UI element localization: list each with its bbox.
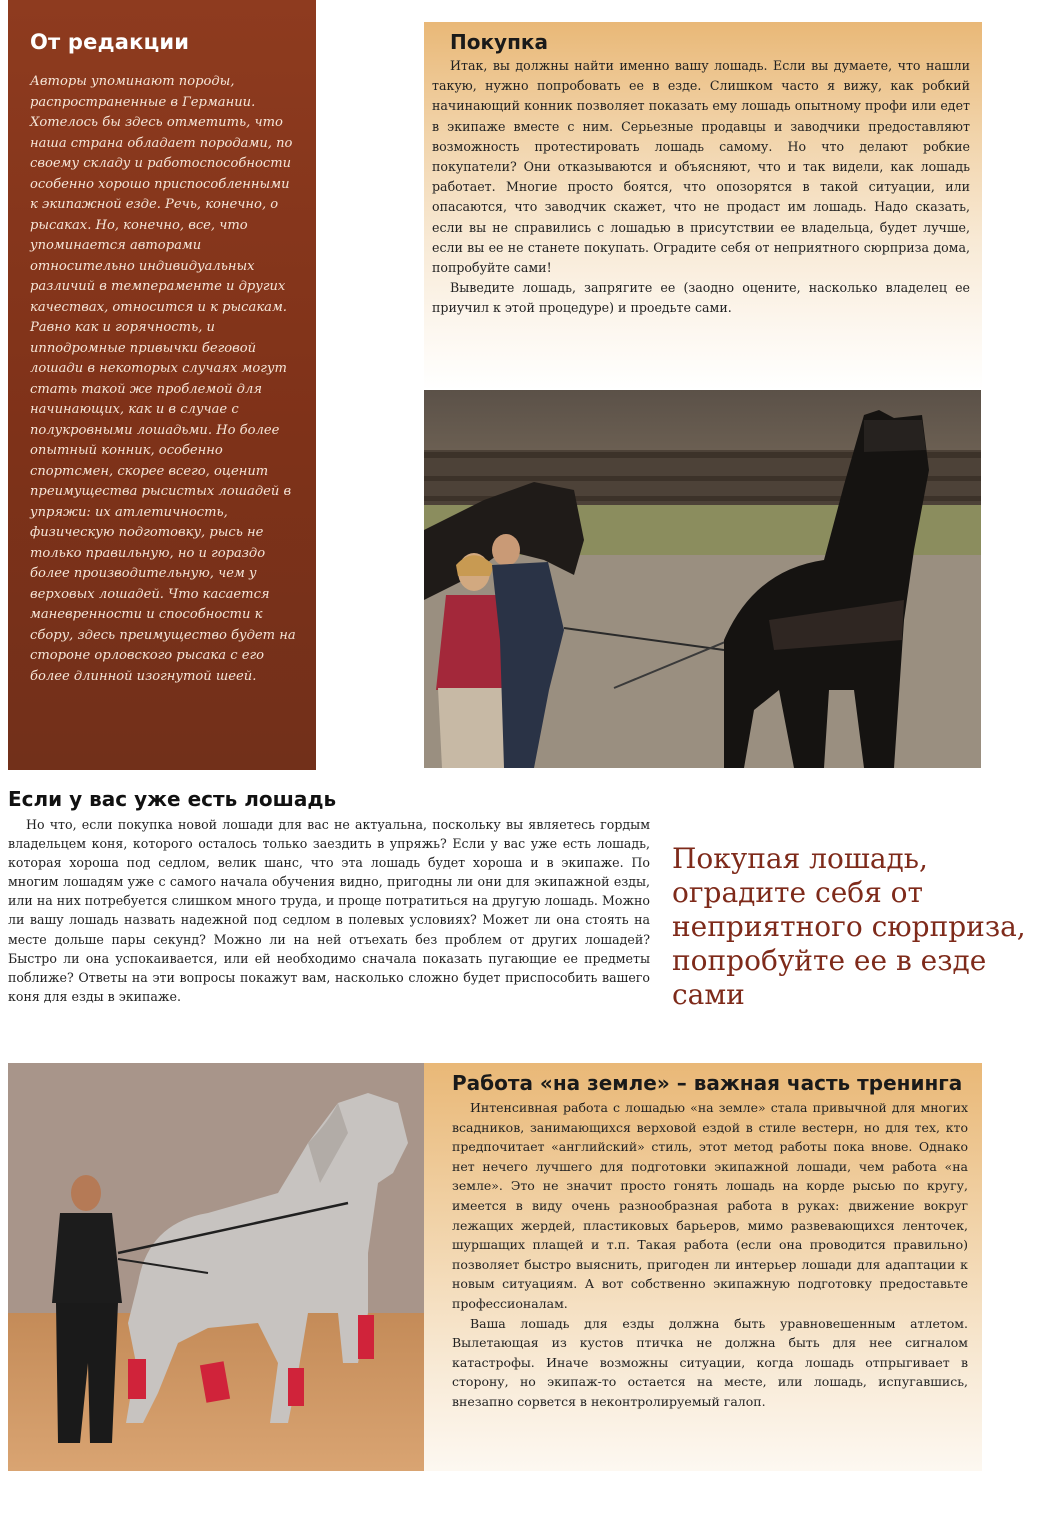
buying-title: Покупка [450, 30, 548, 54]
groundwork-paragraph-1: Интенсивная работа с лошадью «на земле» стала привычной для многих всадников, занимающихся верховой ездой в стиле вестерн, но для тех, кто предпочитает «английский» стиль, этот метод работы пока внове. Однако нет нечего лучшего для подготовки экипажной лошади, чем работа «на земле». Это не значит просто гонять лошадь на корде рысью по кругу, имеется в виду очень разнообразная работа в руках: движение вокруг лежащих жердей, пластиковых барьеров, мимо развевающихся ленточек, шуршащих плащей и т.п. Такая работа (если она проводится правильно) позволяет быстро выяснить, пригоден ли интерьер лошади для адаптации к новым ситуациям. А вот собственно экипажную подготовку предоставьте профессионалам. [452, 1100, 968, 1311]
pull-quote: Покупая лошадь, оградите себя от неприятного сюрприза, попробуйте ее в езде сами [672, 842, 1026, 1011]
photo-horse-testing-image [424, 390, 981, 768]
editorial-title: От редакции [30, 30, 190, 54]
editorial-sidebar [8, 0, 316, 770]
editorial-text: Авторы упоминают породы, распространенные в Германии. Хотелось бы здесь отметить, что наша страна обладает породами, по своему складу и работоспособности особенно хорошо приспособленными к экипажной езде. Речь, конечно, о рысаках. Но, конечно, все, что упоминается авторами относительно индивидуальных различий в темпераменте и других качествах, относится и к рысакам. Равно как и горячность, и ипподромные привычки беговой лошади в некоторых случаях могут стать такой же проблемой для начинающих, как и в случае с полукровными лошадьми. Но более опытный конник, особенно спортсмен, скорее всего, оценит преимущества рысистых лошадей в упряжи: их атлетичность, физическую подготовку, рысь не только правильную, но и гораздо более производительную, чем у верховых лошадей. Что касается маневренности и способности к сбору, здесь преимущество будет на стороне орловского рысака с его более длинной изогнутой шеей. [30, 74, 296, 684]
groundwork-section [424, 1063, 982, 1471]
photo-groundwork [8, 1063, 424, 1471]
groundwork-paragraph-2: Ваша лошадь для езды должна быть уравновешенным атлетом. Вылетающая из кустов птичка не должна быть для нее сигналом катастрофы. Иначе возможны ситуации, когда лошадь отпрыгивает в сторону, но экипаж-то остается на месте, или лошадь, испугавшись, внезапно сорвется в неконтролируемый галоп. [452, 1315, 968, 1409]
groundwork-title: Работа «на земле» – важная часть тренинга [452, 1071, 963, 1095]
photo-horse-testing [424, 390, 981, 768]
buying-paragraph-1: Итак, вы должны найти именно вашу лошадь. Если вы думаете, что нашли такую, нужно попробовать ее в езде. Слишком часто я вижу, как робкий начинающий конник позволяет показать ему лошадь опытному профи или едет в экипаже вместе с ним. Серьезные продавцы и заводчики предоставляют возможность протестировать лошадь самому. Но что делают робкие покупатели? Они отказываются и объясняют, что и так видели, как лошадь работает. Многие просто боятся, что опозорятся в такой ситуации, или опасаются, что заводчик скажет, что не продаст им лошадь. Надо сказать, если вы не справились с лошадью в присутствии ее владельца, будет лучше, если вы ее не станете покупать. Оградите себя от неприятного сюрприза дома, попробуйте сами! [432, 58, 970, 276]
has-horse-text: Но что, если покупка новой лошади для вас не актуальна, поскольку вы являетесь гордым владельцем коня, которого осталось только заездить в упряжь? Если у вас уже есть лошадь, которая хороша под седлом, велик шанс, что эта лошадь будет хороша и в экипаже. По многим лошадям уже с самого начала обучения видно, пригодны ли они для экипажной езды, или на них потребуется слишком много труда, и проще потратиться на другую лошадь. Можно ли вашу лошадь назвать надежной под седлом в полевых условиях? Может ли она стоять на месте дольше пары секунд? Можно ли на ней отъехать без проблем от других лошадей? Быстро ли она успокаивается, или ей необходимо сначала показать пугающие ее предметы поближе? Ответы на эти вопросы покажут вам, насколько сложно будет приспособить вашего коня для езды в экипаже. [8, 817, 650, 1004]
buying-paragraph-2: Выведите лошадь, запрягите ее (заодно оцените, насколько владелец ее приучил к этой процедуре) и проедьте сами. [432, 280, 970, 316]
buying-section [424, 22, 982, 390]
photo-groundwork-image [8, 1063, 424, 1471]
has-horse-section [8, 787, 650, 1006]
has-horse-title: Если у вас уже есть лошадь [8, 787, 337, 811]
